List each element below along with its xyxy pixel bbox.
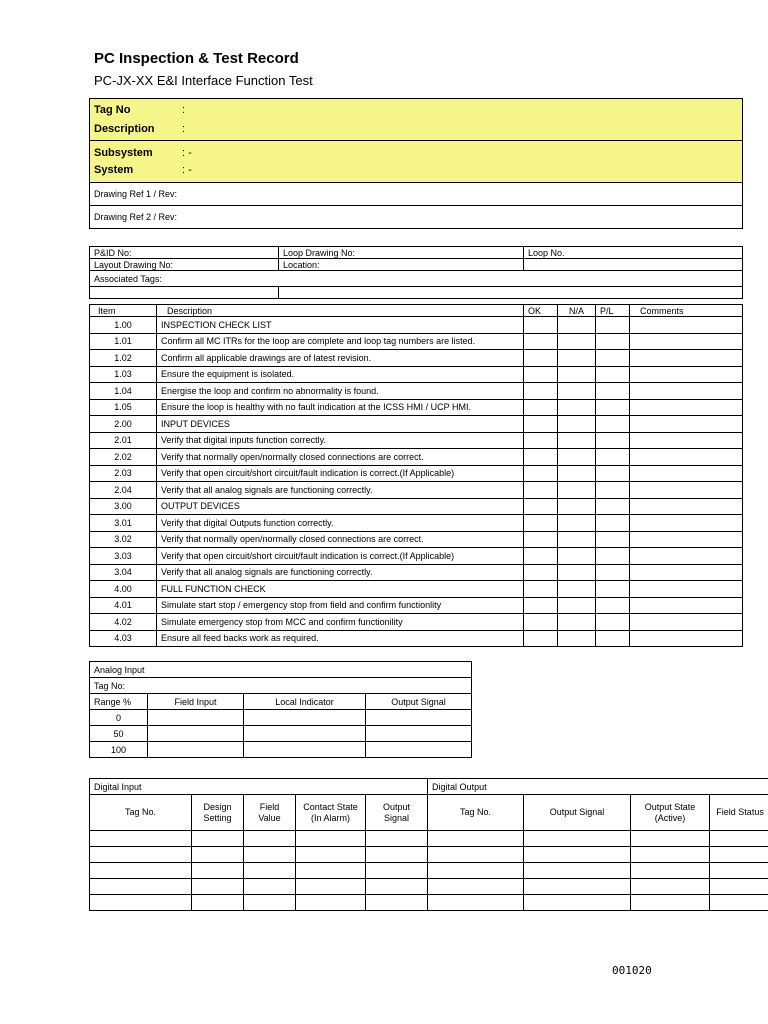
pl-cell[interactable] [596,449,630,466]
digital-input-cell[interactable] [244,879,296,895]
output-signal-cell[interactable] [366,726,472,742]
ok-cell[interactable] [524,597,558,614]
digital-output-cell[interactable] [428,847,524,863]
pl-cell[interactable] [596,432,630,449]
na-cell[interactable] [558,581,596,598]
item-description: Simulate emergency stop from MCC and confirm functionility [157,614,524,631]
item-description: Verify that digital inputs function correctly. [157,432,524,449]
digital-input-cell[interactable] [192,847,244,863]
digital-input-cell[interactable] [366,847,428,863]
item-description: Verify that all analog signals are functioning correctly. [157,482,524,499]
checklist-section-row [90,581,743,598]
pid-no-field[interactable]: P&ID No: [90,247,279,259]
loop-drawing-no-field[interactable]: Loop Drawing No: [279,247,524,259]
di-output-signal-header: Output Signal [366,795,428,831]
digital-output-cell[interactable] [710,895,768,911]
item-description: OUTPUT DEVICES [157,498,524,515]
checklist-item-row [90,333,743,350]
na-cell[interactable] [558,548,596,565]
item-number: 3.02 [90,531,157,548]
digital-output-cell[interactable] [428,863,524,879]
page-title: PC Inspection & Test Record [94,50,299,67]
comments-cell[interactable] [630,482,743,499]
item-description: Ensure the equipment is isolated. [157,366,524,383]
item-description: Ensure the loop is healthy with no fault indication at the ICSS HMI / UCP HMI. [157,399,524,416]
pl-cell[interactable] [596,399,630,416]
item-number: 1.04 [90,383,157,400]
ok-cell[interactable] [524,416,558,433]
digital-input-cell[interactable] [90,847,192,863]
ok-cell[interactable] [524,614,558,631]
pl-cell[interactable] [596,564,630,581]
checklist-header-row [90,305,743,317]
output-signal-header: Output Signal [366,694,472,710]
digital-output-cell[interactable] [631,895,710,911]
subsystem-value[interactable]: : - [182,146,192,159]
digital-input-cell[interactable] [244,863,296,879]
ok-cell[interactable] [524,465,558,482]
item-description: Confirm all MC ITRs for the loop are complete and loop tag numbers are listed. [157,333,524,350]
item-number: 1.01 [90,333,157,350]
item-number: 2.04 [90,482,157,499]
output-signal-cell[interactable] [366,742,472,758]
ok-header: OK [524,305,558,317]
location-field[interactable]: Location: [279,259,524,271]
ok-cell[interactable] [524,581,558,598]
na-cell[interactable] [558,399,596,416]
ok-cell[interactable] [524,482,558,499]
analog-input-title: Analog Input [90,662,472,678]
digital-input-cell[interactable] [192,895,244,911]
item-number: 4.00 [90,581,157,598]
na-cell[interactable] [558,614,596,631]
ok-cell[interactable] [524,383,558,400]
digital-input-cell[interactable] [366,895,428,911]
di-tag-no-header: Tag No. [90,795,192,831]
range-value: 0 [90,710,148,726]
digital-input-cell[interactable] [192,863,244,879]
item-number: 2.02 [90,449,157,466]
inspection-checklist-table [89,304,743,647]
checklist-item-row [90,531,743,548]
item-number: 4.02 [90,614,157,631]
na-cell[interactable] [558,597,596,614]
checklist-item-row [90,383,743,400]
description-label: Description [94,123,155,135]
item-description: INPUT DEVICES [157,416,524,433]
digital-input-cell[interactable] [192,879,244,895]
checklist-item-row [90,465,743,482]
associated-tags-field[interactable]: Associated Tags: [90,271,743,287]
ok-cell[interactable] [524,333,558,350]
na-cell[interactable] [558,432,596,449]
ok-cell[interactable] [524,531,558,548]
checklist-item-row [90,482,743,499]
pl-cell[interactable] [596,416,630,433]
digital-input-cell[interactable] [244,895,296,911]
digital-output-cell[interactable] [524,863,631,879]
na-cell[interactable] [558,515,596,532]
local-indicator-cell[interactable] [244,726,366,742]
pl-cell[interactable] [596,317,630,334]
digital-output-cell[interactable] [631,879,710,895]
ok-cell[interactable] [524,564,558,581]
pl-cell[interactable] [596,498,630,515]
na-cell[interactable] [558,416,596,433]
drawing-ref-1[interactable]: Drawing Ref 1 / Rev: [90,183,743,206]
local-indicator-cell[interactable] [244,742,366,758]
digital-input-title: Digital Input [90,779,428,795]
field-input-cell[interactable] [148,726,244,742]
na-cell[interactable] [558,630,596,647]
ok-cell[interactable] [524,498,558,515]
digital-io-row [90,847,768,863]
associated-tag-cell[interactable] [90,287,279,299]
contact-state-header: Contact State (In Alarm) [296,795,366,831]
digital-output-cell[interactable] [524,895,631,911]
item-description: INSPECTION CHECK LIST [157,317,524,334]
na-cell[interactable] [558,498,596,515]
comments-cell[interactable] [630,531,743,548]
ok-cell[interactable] [524,350,558,367]
digital-input-cell[interactable] [90,831,192,847]
item-number: 3.01 [90,515,157,532]
description-value[interactable]: : [182,123,186,135]
comments-cell[interactable] [630,581,743,598]
digital-io-row [90,895,768,911]
field-value-header: Field Value [244,795,296,831]
document-number: 001020 [612,964,652,977]
item-header: Item [90,305,157,317]
checklist-section-row [90,498,743,515]
design-setting-header: Design Setting [192,795,244,831]
item-number: 2.00 [90,416,157,433]
pl-cell[interactable] [596,531,630,548]
tag-description-cell [90,99,743,141]
na-cell[interactable] [558,383,596,400]
na-cell[interactable] [558,366,596,383]
pl-cell[interactable] [596,548,630,565]
checklist-item-row [90,432,743,449]
digital-output-title: Digital Output [428,779,768,795]
checklist-section-row [90,317,743,334]
checklist-item-row [90,630,743,647]
comments-cell[interactable] [630,317,743,334]
field-status-header: Field Status [710,795,768,831]
ok-cell[interactable] [524,399,558,416]
local-indicator-cell[interactable] [244,710,366,726]
pl-cell[interactable] [596,333,630,350]
comments-header: Comments [630,305,743,317]
analog-row [90,710,472,726]
digital-input-cell[interactable] [366,879,428,895]
item-description: Verify that normally open/normally closed connections are correct. [157,449,524,466]
output-signal-cell[interactable] [366,710,472,726]
digital-output-cell[interactable] [524,831,631,847]
digital-input-cell[interactable] [366,831,428,847]
comments-cell[interactable] [630,432,743,449]
digital-input-cell[interactable] [296,895,366,911]
item-number: 4.01 [90,597,157,614]
pl-cell[interactable] [596,482,630,499]
analog-row [90,726,472,742]
analog-tag-no-field[interactable]: Tag No: [90,678,472,694]
na-cell[interactable] [558,531,596,548]
digital-output-cell[interactable] [710,879,768,895]
digital-input-cell[interactable] [90,895,192,911]
pl-cell[interactable] [596,366,630,383]
tag-no-label: Tag No [94,104,131,116]
item-description: Verify that open circuit/short circuit/fault indication is correct.(If Applicable) [157,465,524,482]
item-description: FULL FUNCTION CHECK [157,581,524,598]
digital-output-cell[interactable] [631,831,710,847]
header-box [89,98,743,229]
item-description: Verify that digital Outputs function correctly. [157,515,524,532]
comments-cell[interactable] [630,498,743,515]
item-description: Confirm all applicable drawings are of latest revision. [157,350,524,367]
pl-cell[interactable] [596,630,630,647]
item-number: 3.04 [90,564,157,581]
field-input-cell[interactable] [148,710,244,726]
checklist-item-row [90,548,743,565]
na-cell[interactable] [558,465,596,482]
item-description: Verify that open circuit/short circuit/fault indication is correct.(If Applicable) [157,548,524,565]
analog-row [90,742,472,758]
digital-input-cell[interactable] [296,831,366,847]
tag-no-value[interactable]: : [182,104,186,116]
drawing-ref-2[interactable]: Drawing Ref 2 / Rev: [90,206,743,229]
item-number: 1.00 [90,317,157,334]
page-subtitle: PC-JX-XX E&I Interface Function Test [94,73,313,88]
checklist-item-row [90,399,743,416]
pl-cell[interactable] [596,614,630,631]
ok-cell[interactable] [524,449,558,466]
item-description: Verify that normally open/normally closed connections are correct. [157,531,524,548]
digital-output-cell[interactable] [524,879,631,895]
comments-cell[interactable] [630,366,743,383]
item-number: 1.02 [90,350,157,367]
associated-tag-cell[interactable] [279,287,743,299]
comments-cell[interactable] [630,614,743,631]
digital-output-cell[interactable] [631,847,710,863]
output-state-header: Output State (Active) [631,795,710,831]
comments-cell[interactable] [630,383,743,400]
pl-cell[interactable] [596,465,630,482]
ok-cell[interactable] [524,366,558,383]
ok-cell[interactable] [524,630,558,647]
checklist-item-row [90,614,743,631]
digital-io-row [90,879,768,895]
info-blank-cell[interactable] [524,259,743,271]
digital-output-cell[interactable] [710,831,768,847]
field-input-cell[interactable] [148,742,244,758]
checklist-item-row [90,449,743,466]
description-header: Description [157,305,524,317]
item-number: 1.03 [90,366,157,383]
ok-cell[interactable] [524,432,558,449]
digital-input-cell[interactable] [244,847,296,863]
comments-cell[interactable] [630,548,743,565]
drawing-info-table [89,246,743,299]
na-cell[interactable] [558,317,596,334]
subsystem-system-cell [90,141,743,183]
na-cell[interactable] [558,350,596,367]
digital-input-cell[interactable] [296,847,366,863]
comments-cell[interactable] [630,465,743,482]
checklist-item-row [90,597,743,614]
do-tag-no-header: Tag No. [428,795,524,831]
comments-cell[interactable] [630,564,743,581]
checklist-item-row [90,564,743,581]
pl-cell[interactable] [596,597,630,614]
comments-cell[interactable] [630,399,743,416]
digital-input-cell[interactable] [90,879,192,895]
field-input-header: Field Input [148,694,244,710]
checklist-item-row [90,350,743,367]
na-header: N/A [558,305,596,317]
na-cell[interactable] [558,449,596,466]
range-value: 100 [90,742,148,758]
digital-input-cell[interactable] [90,863,192,879]
digital-io-row [90,831,768,847]
subsystem-label: Subsystem [94,146,153,159]
ok-cell[interactable] [524,548,558,565]
digital-output-cell[interactable] [428,831,524,847]
digital-output-cell[interactable] [710,863,768,879]
item-number: 4.03 [90,630,157,647]
comments-cell[interactable] [630,630,743,647]
pl-cell[interactable] [596,581,630,598]
do-output-signal-header: Output Signal [524,795,631,831]
na-cell[interactable] [558,564,596,581]
digital-io-table [89,778,768,911]
digital-input-cell[interactable] [366,863,428,879]
loop-no-field[interactable]: Loop No. [524,247,743,259]
digital-input-cell[interactable] [244,831,296,847]
digital-output-cell[interactable] [428,879,524,895]
pl-cell[interactable] [596,350,630,367]
range-header: Range % [90,694,148,710]
layout-drawing-no-field[interactable]: Layout Drawing No: [90,259,279,271]
item-number: 3.00 [90,498,157,515]
digital-output-cell[interactable] [524,847,631,863]
comments-cell[interactable] [630,597,743,614]
checklist-item-row [90,515,743,532]
comments-cell[interactable] [630,449,743,466]
item-number: 2.01 [90,432,157,449]
checklist-section-row [90,416,743,433]
checklist-item-row [90,366,743,383]
comments-cell[interactable] [630,350,743,367]
item-number: 1.05 [90,399,157,416]
analog-input-table [89,661,472,758]
item-number: 3.03 [90,548,157,565]
pl-cell[interactable] [596,383,630,400]
ok-cell[interactable] [524,515,558,532]
pl-header: P/L [596,305,630,317]
local-indicator-header: Local Indicator [244,694,366,710]
pl-cell[interactable] [596,515,630,532]
system-value[interactable]: : - [182,163,192,176]
comments-cell[interactable] [630,333,743,350]
na-cell[interactable] [558,333,596,350]
comments-cell[interactable] [630,416,743,433]
digital-input-cell[interactable] [296,879,366,895]
range-value: 50 [90,726,148,742]
item-description: Ensure all feed backs work as required. [157,630,524,647]
digital-io-row [90,863,768,879]
digital-output-cell[interactable] [631,863,710,879]
system-label: System [94,163,134,176]
digital-output-cell[interactable] [428,895,524,911]
comments-cell[interactable] [630,515,743,532]
na-cell[interactable] [558,482,596,499]
ok-cell[interactable] [524,317,558,334]
digital-input-cell[interactable] [192,831,244,847]
item-number: 2.03 [90,465,157,482]
digital-output-cell[interactable] [710,847,768,863]
item-description: Verify that all analog signals are functioning correctly. [157,564,524,581]
item-description: Energise the loop and confirm no abnormality is found. [157,383,524,400]
item-description: Simulate start stop / emergency stop from field and confirm functionlity [157,597,524,614]
digital-input-cell[interactable] [296,863,366,879]
